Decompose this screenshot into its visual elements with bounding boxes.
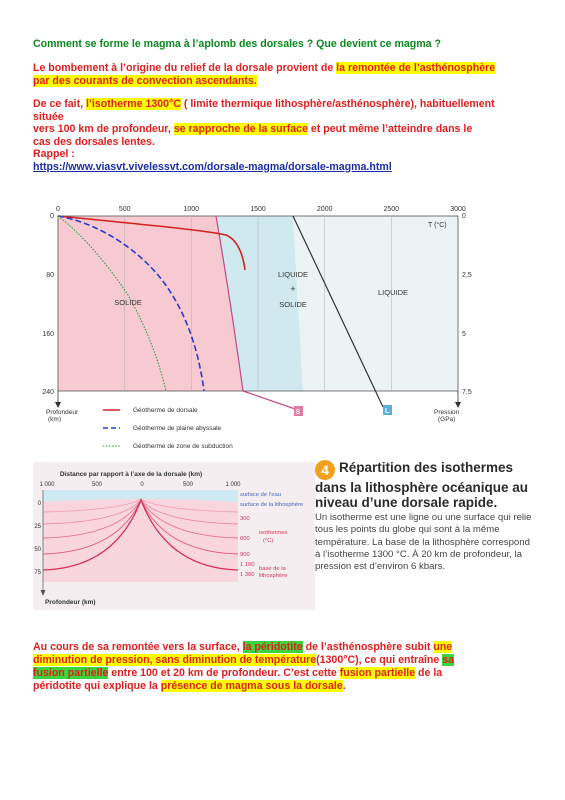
para1-highlight-1: la remontée de l’asthénosphère	[336, 62, 496, 74]
temp-tick: 2000	[316, 206, 333, 213]
para1-highlight-2: par des courants de convection ascendants.	[33, 74, 257, 87]
temp-tick: 3000	[450, 206, 466, 213]
temp-tick: 0	[56, 206, 60, 213]
highlight-fusion-2: fusion partielle	[33, 667, 109, 679]
zone-label-liquide: LIQUIDE	[277, 270, 309, 279]
fig4-depth-tick: 0	[37, 501, 41, 507]
conclusion-text: Au cours de sa remontée vers la surface,	[33, 641, 243, 653]
marker-s: S	[295, 409, 301, 416]
dist-tick: 0	[140, 482, 144, 488]
label-surface-litho: surface de la lithosphère	[240, 502, 304, 508]
dist-tick: 500	[182, 482, 194, 488]
legend-dorsale: Géotherme de dorsale	[133, 407, 198, 414]
label-600: 600	[240, 536, 250, 542]
paragraph-isotherme	[33, 98, 533, 173]
caption-body: Un isotherme est une ligne ou une surface qui relie tous les points du globe qui sont à la même température. La base de la lithosphère correspond à l’isotherme 1300 °C. À 20 km de profondeur, la pression est d’environ 6 kbars.	[315, 512, 532, 573]
pressure-axis-label: Pression	[434, 409, 460, 416]
highlight-diminution-2: diminution de pression, sans diminution de température	[33, 654, 317, 666]
temp-axis-label: T (°C)	[428, 222, 447, 229]
temp-tick: 1000	[183, 206, 200, 213]
para2-text: vers 100 km de profondeur,	[33, 123, 174, 135]
figure-number-badge: 4	[315, 460, 335, 480]
pressure-axis-unit: (GPa)	[438, 416, 456, 423]
caption-title-row	[315, 460, 535, 510]
conclusion-text: .	[342, 680, 346, 692]
pressure-tick: 0	[462, 213, 466, 220]
paragraph-conclusion	[33, 641, 533, 693]
depth-tick: 80	[46, 272, 54, 279]
para2-highlight-isotherme: l’isotherme 1300°C	[86, 98, 181, 110]
pressure-tick: 7,5	[462, 389, 472, 396]
label-surface-eau: surface de l’eau	[240, 492, 281, 498]
label-1100: 1 100	[240, 562, 255, 568]
label-1300: 1 300	[240, 572, 255, 578]
fig4-title: Distance par rapport à l’axe de la dorsale (km)	[59, 471, 203, 478]
zone-label-plus: +	[290, 284, 296, 294]
label-900: 900	[240, 552, 250, 558]
para2-text: De ce fait,	[33, 98, 86, 110]
zone-label-liquide-only: LIQUIDE	[377, 288, 409, 297]
rappel-label: Rappel :	[33, 148, 75, 160]
fig4-depth-tick: 75	[34, 570, 41, 576]
paragraph-bombement	[33, 62, 533, 87]
conclusion-text: péridotite qui explique la	[33, 680, 161, 692]
temp-tick: 500	[118, 206, 131, 213]
fig4-depth-label: Profondeur (km)	[45, 599, 96, 606]
pressure-tick: 2,5	[462, 272, 472, 279]
label-base-1: base de la	[259, 566, 286, 572]
highlight-peridotite: la péridotite	[242, 641, 303, 653]
legend-subduction-row	[100, 440, 300, 454]
temp-tick: 2500	[383, 206, 400, 213]
caption-title: Répartition des isothermes dans la lithosphère océanique au niveau d’une dorsale rapide.	[315, 460, 529, 510]
legend-abyssale: Géotherme de plaine abyssale	[133, 425, 222, 432]
para2-text: ( limite thermique lithosphère/asthénosphère), habituellement	[180, 98, 495, 110]
highlight-presence-magma: présence de magma sous la dorsale	[160, 680, 343, 692]
isotherm-figure	[33, 462, 315, 610]
zone-label-solide-2: SOLIDE	[279, 300, 307, 309]
depth-axis-unit: (km)	[48, 416, 61, 423]
highlight-fusion-partielle: fusion partielle	[339, 667, 416, 679]
zone-label-solide: SOLIDE	[114, 298, 142, 307]
page-title: Comment se forme le magma à l’aplomb des dorsales ? Que devient ce magma ?	[33, 38, 441, 50]
dist-tick: 500	[91, 482, 103, 488]
depth-axis-label: Profondeur	[46, 409, 79, 416]
zone-liquide	[293, 216, 458, 391]
para2-highlight-surface: se rapproche de la surface	[173, 123, 308, 135]
conclusion-text: entre 100 et 20 km de profondeur. C’est cette	[108, 667, 340, 679]
legend-subduction: Géotherme de zone de subduction	[133, 443, 233, 450]
fig4-depth-tick: 50	[34, 547, 41, 553]
conclusion-text: de la	[415, 667, 443, 679]
dist-tick: 1 000	[225, 482, 241, 488]
depth-tick: 160	[42, 331, 54, 338]
conclusion-text: de l’asthénosphère subit	[302, 641, 434, 653]
conclusion-text: (1300°C), ce qui entraîne	[316, 654, 443, 666]
dist-tick: 1 000	[39, 482, 55, 488]
depth-tick: 0	[50, 213, 54, 220]
para2-text: et peut même l’atteindre dans le	[307, 123, 473, 135]
zone-solide	[58, 216, 243, 391]
label-300: 300	[240, 516, 250, 522]
label-base-2: lithosphère	[259, 573, 288, 579]
fig4-depth-tick: 25	[34, 524, 41, 530]
para2-text: cas des dorsales lentes.	[33, 135, 155, 148]
reference-link[interactable]: https://www.viasvt.vivelessvt.com/dorsale-magma/dorsale-magma.html	[33, 160, 392, 173]
phase-diagram-geotherms	[28, 195, 518, 435]
marker-l: L	[385, 408, 390, 415]
highlight-fusion: sa	[442, 654, 455, 666]
label-isothermes: isothermes	[259, 530, 288, 536]
depth-tick: 240	[42, 389, 54, 396]
label-unit: (°C)	[263, 538, 274, 544]
para1-text: Le bombement à l’origine du relief de la dorsale provient de	[33, 62, 337, 74]
para2-text: située	[33, 110, 64, 123]
temp-tick: 1500	[250, 206, 266, 213]
highlight-diminution: une	[433, 641, 453, 653]
pressure-tick: 5	[462, 331, 466, 338]
figure-caption	[315, 460, 535, 573]
